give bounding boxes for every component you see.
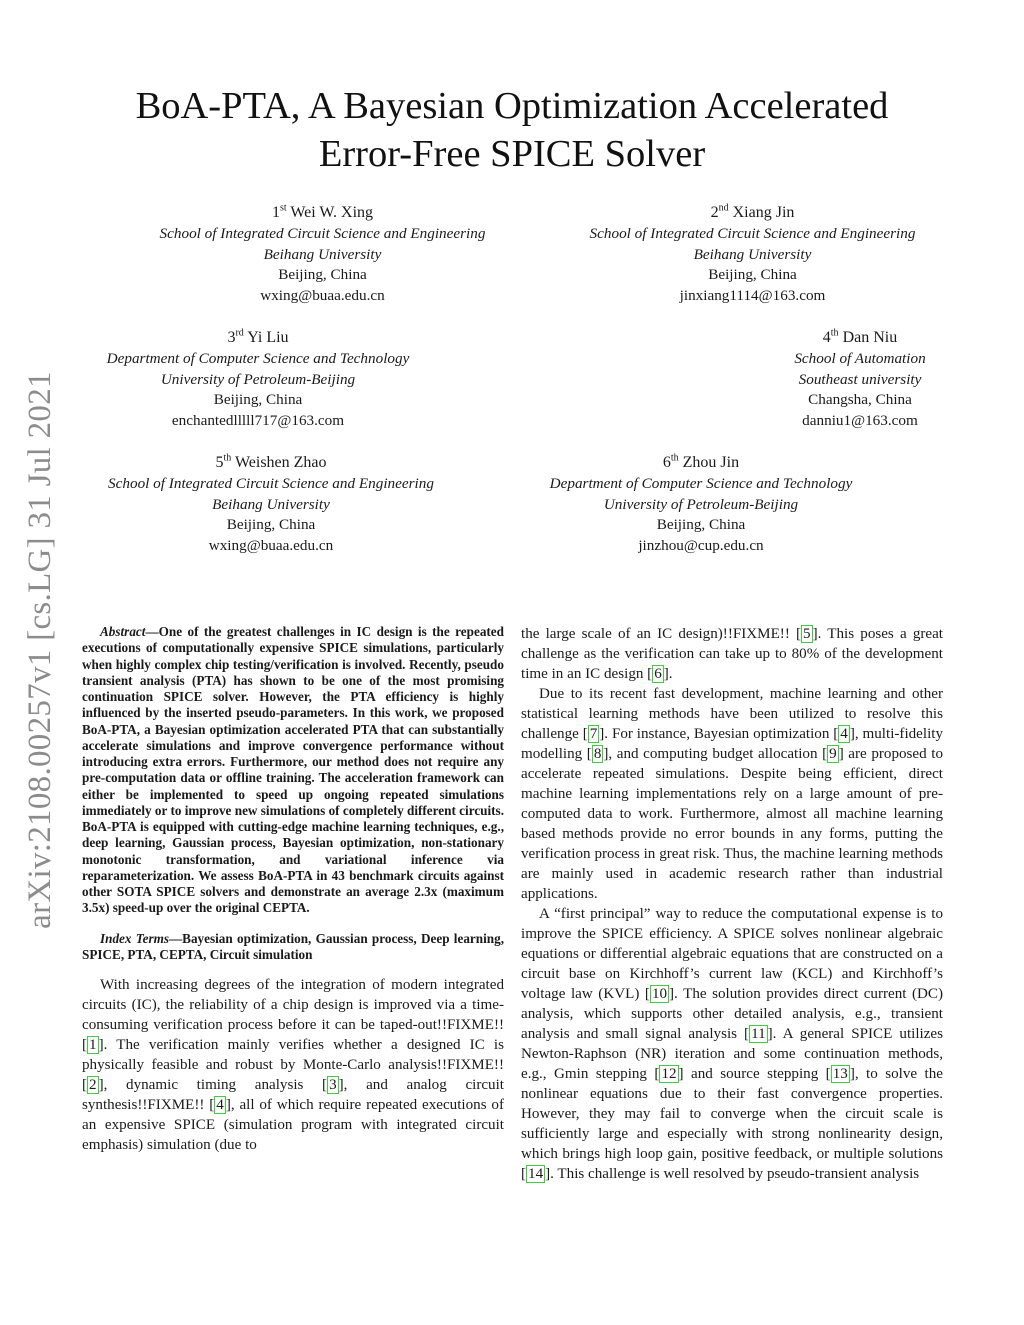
author-block-4: 4th Dan Niu School of Automation Southeast university Changsha, China danniu1@163.com (770, 327, 950, 432)
author-email: wxing@buaa.edu.cn (208, 537, 334, 555)
author-block-2: 2nd Xiang Jin School of Integrated Circuit Science and Engineering Beihang University Beijing, China jinxiang1114@163.com (560, 202, 945, 307)
index-terms-label: Index Terms (100, 930, 169, 946)
right-column (521, 624, 943, 1184)
citation-link[interactable]: 13 (832, 1066, 848, 1082)
paper-title (80, 82, 944, 178)
abstract (82, 624, 504, 917)
citation-link[interactable]: 5 (803, 626, 811, 642)
citation-link[interactable]: 9 (829, 746, 837, 762)
left-column (82, 624, 504, 1155)
citation-link[interactable]: 8 (593, 746, 602, 762)
body-paragraph-1: the large scale of an IC design)!!FIXME!! [ 5 ]. This poses a great challenge as the verification can take up to 80% of the development time in an IC design [ 6 ]. (521, 626, 943, 682)
citation-link[interactable]: 4 (840, 726, 848, 742)
index-terms (82, 931, 504, 964)
author-university: University of Petroleum-Beijing (603, 495, 799, 513)
author-email: wxing@buaa.edu.cn (260, 287, 385, 305)
index-terms-text: —Bayesian optimization, Gaussian process, Deep learning, SPICE, PTA, CEPTA, Circuit simulation (82, 930, 504, 962)
author-university: University of Petroleum-Beijing (160, 370, 356, 388)
citation-link[interactable]: 12 (661, 1066, 677, 1082)
author-university: Beihang University (263, 245, 382, 263)
author-department: School of Integrated Circuit Science and Engineering (589, 225, 916, 242)
author-email: jinxiang1114@163.com (679, 287, 826, 305)
author-block-3: 3rd Yi Liu Department of Computer Science and Technology University of Petroleum-Beijing Beijing, China enchantedlllll717@163.com (72, 327, 444, 432)
author-email: enchantedlllll717@163.com (171, 412, 345, 430)
author-city: Changsha, China (808, 391, 912, 409)
intro-paragraph: With increasing degrees of the integration of modern integrated circuits (IC), the reliability of a chip design is improved via a time-consuming verification process before it can be taped-out!!FIXME!! [ 1 ]. The verification mainly verifies whether a designed IC is physically feasible and robust by Monte-Carlo analysis!!FIXME!! [ 2 ], dynamic timing analysis [ 3 ], and analog circuit synthesis!!FIXME!! [ 4 ], all of which require repeated executions of an expensive SPICE (simulation program with integrated circuit emphasis) simulation (due to (82, 977, 504, 1153)
author-university: Southeast university (798, 370, 922, 388)
author-university: Beihang University (212, 495, 330, 513)
author-city: Beijing, China (213, 391, 303, 409)
author-name: Dan Niu (842, 329, 898, 346)
citation-link[interactable]: 14 (528, 1166, 544, 1182)
citation-link[interactable]: 7 (589, 726, 598, 742)
title-line-2: Error-Free SPICE Solver (318, 133, 706, 175)
author-university: Beihang University (693, 245, 812, 263)
author-name: Weishen Zhao (234, 454, 327, 471)
author-block-5: 5th Weishen Zhao School of Integrated Circuit Science and Engineering Beihang University Beijing, China wxing@buaa.edu.cn (78, 452, 464, 557)
body-paragraph-2: Due to its recent fast development, machine learning and other statistical learning methods have been utilized to resolve this challenge [ 7 ]. For instance, Bayesian optimization [ 4 ], multi-fidelity modelling [ 8 ], and computing budget allocation [ 9 ] are proposed to accelerate repeated simulations. Despite being efficient, direct machine learning implementations rely on a large amount of pre-computed data to work. Furthermore, almost all machine learning based methods provide no error bounds in any forms, putting the verification process in great risk. Thus, the machine learning methods are mainly used in academic research rather than industrial applications. (521, 686, 944, 902)
citation-link[interactable]: 1 (89, 1037, 97, 1053)
author-email: danniu1@163.com (802, 412, 918, 430)
citation-link[interactable]: 2 (89, 1077, 97, 1093)
author-name: Zhou Jin (682, 454, 740, 471)
abstract-label: Abstract (100, 624, 146, 639)
abstract-text: —One of the greatest challenges in IC design is the repeated executions of computationally expensive SPICE simulations, particularly when highly complex chip testing/verification is involved. Recently, pseudo transient analysis (PTA) has shown to be one of the most promising continuation SPICE solver. However, the PTA efficiency is highly influenced by the inserted pseudo-parameters. In this work, we proposed BoA-PTA, a Bayesian optimization accelerated PTA that can substantially accelerate simulations and improve convergence performance without introducing extra errors. Furthermore, our method does not require any pre-computation data or offline training. The acceleration framework can either be implemented to speed up ongoing repeated simulations immediately or to improve new simulations of completely different circuits. BoA-PTA is equipped with cutting-edge machine learning techniques, e.g., deep learning, Gaussian process, Bayesian optimization, non-stationary monotonic transformation, and variational inference via reparameterization. We assess BoA-PTA in 43 benchmark circuits against other SOTA SPICE solvers and demonstrate an average 2.3x (maximum 3.5x) speed-up over the original CEPTA. (82, 624, 504, 916)
author-city: Beijing, China (656, 516, 746, 534)
author-city: Beijing, China (708, 266, 797, 284)
author-block-6: 6th Zhou Jin Department of Computer Science and Technology University of Petroleum-Beijing Beijing, China jinzhou@cup.edu.cn (515, 452, 887, 557)
title-line-1: BoA-PTA, A Bayesian Optimization Accelerated (135, 85, 889, 127)
author-department: School of Automation (794, 350, 926, 367)
arxiv-identifier: arXiv:2108.00257v1 [cs.LG] 31 Jul 2021 (22, 371, 58, 929)
body-paragraph-3: A “first principal” way to reduce the computational expense is to improve the SPICE efficiency. A SPICE solves nonlinear algebraic equations or differential algebraic equations that are constructed on a circuit base on Kirchhoff’s current law (KCL) and Kirchhoff’s voltage law (KVL) [ 10 ]. The solution provides direct current (DC) analysis, which supports other detailed analysis, e.g., transient analysis and small signal analysis [ 11 ]. A general SPICE utilizes Newton-Raphson (NR) iteration and some continuation methods, e.g., Gmin stepping [ 12 ] and source stepping [ 13 ], to solve the nonlinear equations due to their fast convergence properties. However, they may fail to converge when the circuit scale is sufficiently large and especially with strong nonlinearity design, which brings high loop gain, positive feedback, or multiple solutions [ 14 ]. This challenge is well resolved by pseudo-transient analysis (521, 906, 943, 1182)
citation-link[interactable]: 3 (329, 1077, 337, 1093)
author-city: Beijing, China (226, 516, 316, 534)
author-city: Beijing, China (278, 266, 367, 284)
author-name: Xiang Jin (732, 204, 795, 221)
author-department: Department of Computer Science and Technology (106, 350, 410, 367)
author-department: Department of Computer Science and Technology (549, 475, 853, 492)
author-department: School of Integrated Circuit Science and Engineering (108, 475, 434, 492)
citation-link[interactable]: 10 (651, 986, 668, 1002)
author-email: jinzhou@cup.edu.cn (638, 537, 764, 555)
citation-link[interactable]: 6 (654, 666, 662, 682)
citation-link[interactable]: 11 (751, 1026, 766, 1042)
author-name: Wei W. Xing (290, 204, 374, 221)
author-block-1: 1st Wei W. Xing School of Integrated Circuit Science and Engineering Beihang University Beijing, China wxing@buaa.edu.cn (130, 202, 515, 307)
author-name: Yi Liu (247, 329, 289, 346)
author-department: School of Integrated Circuit Science and Engineering (159, 225, 486, 242)
citation-link[interactable]: 4 (216, 1097, 224, 1113)
